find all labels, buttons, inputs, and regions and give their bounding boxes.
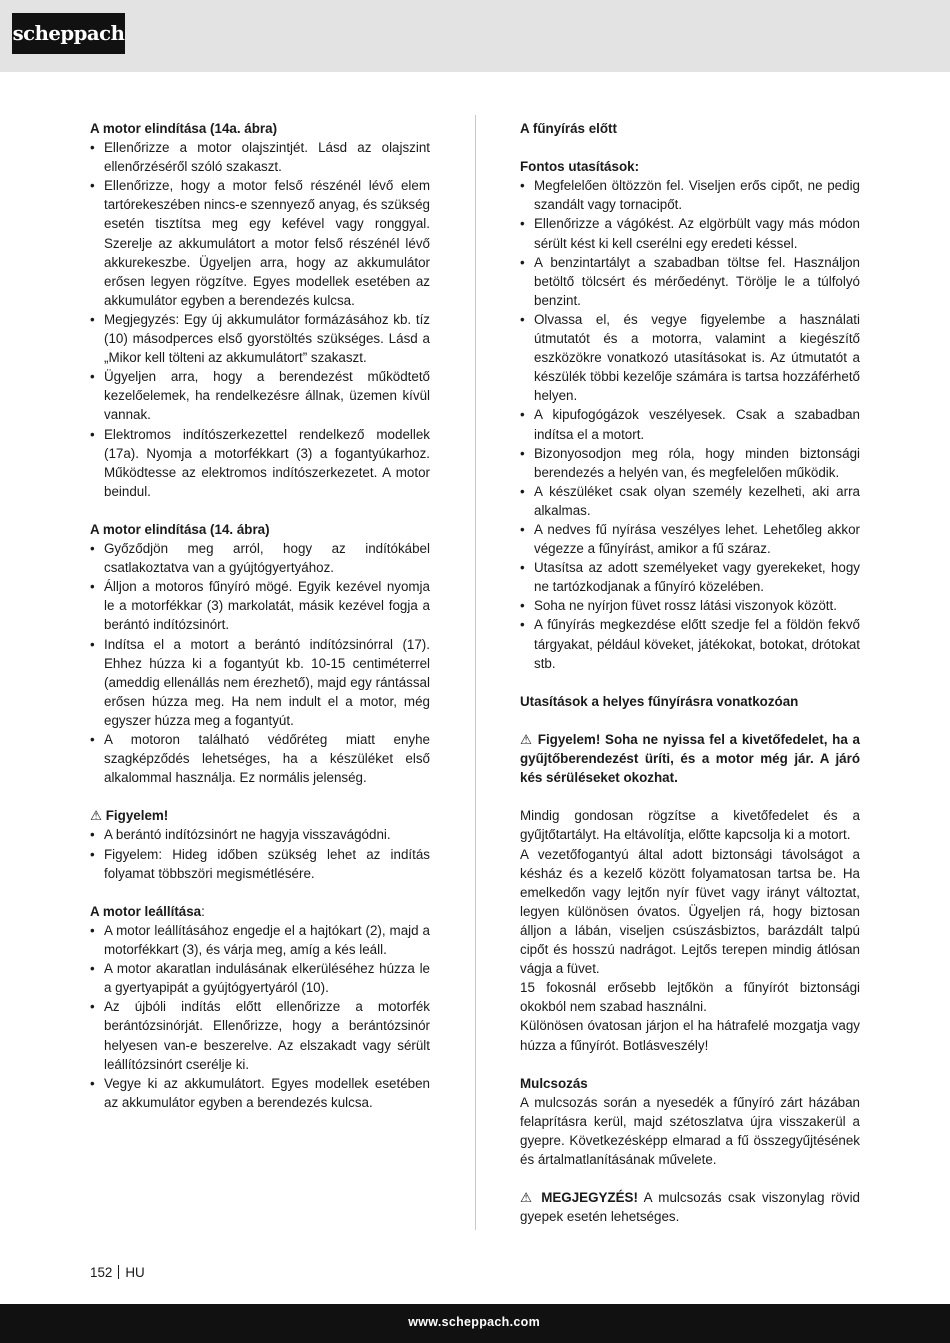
warning-paragraph: ⚠ Figyelem! Soha ne nyissa fel a kivetőfedelet, ha a gyűjtőberendezést üríti, és a motor még jár. A járó kés sérüléseket okozhat. (520, 732, 860, 786)
bullet-list (90, 825, 430, 882)
heading-colon: : (201, 903, 205, 919)
list-item: • A motor leállításához engedje el a hajtókart (2), majd a motorfékkart (3), és várja meg, amíg a kés leáll. (90, 921, 430, 959)
section-heading: Utasítások a helyes fűnyírásra vonatkozóan (520, 693, 799, 709)
page-header (0, 0, 950, 72)
list-item: • A nedves fű nyírása veszélyes lehet. Lehetőleg akkor végezze a fűnyírást, amikor a fű száraz. (520, 520, 860, 558)
paragraph: Különösen óvatosan járjon el ha hátrafelé mozgatja vagy húzza a fűnyírót. Botlásveszély! (520, 1018, 860, 1053)
list-item: • Bizonyosodjon meg róla, hogy minden biztonsági berendezés a helyén van, és megfelelően működik. (520, 444, 860, 482)
bullet-list (90, 921, 430, 1112)
paragraph: 15 fokosnál erősebb lejtőkön a fűnyírót biztonsági okokból nem szabad használni. (520, 980, 860, 1015)
warning-icon: ⚠ (90, 808, 103, 824)
right-column (520, 119, 860, 1226)
list-item: • Ellenőrizze a vágókést. Az elgörbült vagy más módon sérült kést ki kell cserélni egy eredeti késsel. (520, 214, 860, 252)
list-item: • Utasítsa az adott személyeket vagy gyerekeket, hogy ne tartózkodjanak a fűnyíró közelében. (520, 558, 860, 596)
bullet-list (90, 539, 430, 787)
note-label: ⚠ MEGJEGYZÉS! (520, 1190, 638, 1206)
list-item: • Megjegyzés: Egy új akkumulátor formázásához kb. tíz (10) másodperces első gyorstöltés szükséges. Lásd a „Mikor kell tölteni az akkumulátort” szakaszt. (90, 310, 430, 367)
section-heading: Mulcsozás (520, 1075, 588, 1091)
list-item: • Elektromos indítószerkezettel rendelkező modellek (17a). Nyomja a motorfékkart (3) a fogantyúkarhoz. Működtesse az elektromos indítószerkezetet. A motor beindul. (90, 425, 430, 501)
list-item: • A berántó indítózsinórt ne hagyja visszavágódni. (90, 825, 430, 844)
list-item: • Indítsa el a motort a berántó indítózsinórral (17). Ehhez húzza ki a fogantyút kb. 10-15 centiméterrel (ameddig ellenállás nem érezhető), majd egy rántással erősen húzza meg. Ha nem indult el a motor, még egyszer húzza meg a fogantyút. (90, 635, 430, 730)
footer-website-link[interactable]: www.scheppach.com (408, 1315, 540, 1329)
list-item: • A készüléket csak olyan személy kezelheti, aki arra alkalmas. (520, 482, 860, 520)
list-item: • Álljon a motoros fűnyíró mögé. Egyik kezével nyomja le a motorfékkar (3) markolatát, másik kezével fogja a berántó indítózsinórt. (90, 577, 430, 634)
section-heading: A fűnyírás előtt (520, 121, 617, 136)
paragraph: A vezetőfogantyú által adott biztonsági távolságot a késház és a kezelő között folyamatosan tartsa be. Ha emelkedőn vagy lejtőn nyír füvet vagy irányt változtat, legyen különösen óvatos. Ügyeljen rá, hogy biztosan álljon a lábán, viseljen csúszásbiztos, barázdált talpú cipőt és hosszú nadrágot. Lejtős terepen mindig átlósan vágja a füvet. (520, 846, 860, 977)
list-item: • Soha ne nyírjon füvet rossz látási viszonyok között. (520, 596, 860, 615)
paragraph: Mindig gondosan rögzítse a kivetőfedelet és a gyűjtőtartályt. Ha eltávolítja, előtte kapcsolja ki a motort. (520, 808, 860, 843)
list-item: • Figyelem: Hideg időben szükség lehet az indítás folyamat többszöri megismétlésére. (90, 845, 430, 883)
list-item: • Ügyeljen arra, hogy a berendezést működtető kezelőelemek, ha rendelkezésre állnak, üzemen kívül vannak. (90, 367, 430, 424)
section-heading (90, 902, 430, 921)
list-item: • Megfelelően öltözzön fel. Viseljen erős cipőt, ne pedig szandált vagy tornacipőt. (520, 176, 860, 214)
list-item: • Ellenőrizze, hogy a motor felső részénél lévő elem tartórekeszében nincs-e szennyező anyag, és szükség esetén tisztítsa meg egy kefével vagy ronggyal. Szerelje az akkumulátort a motor felső részénél lévő akkurekeszbe. Ügyeljen arra, hogy az akkumulátor erősen legyen rögzítve. Egyes modellek esetében az akkumulátor egyben a berendezés kulcsa. (90, 176, 430, 310)
list-item: • A motor akaratlan indulásának elkerüléséhez húzza le a gyertyapipát a gyújtógyertyáról (10). (90, 959, 430, 997)
list-item: • Győződjön meg arról, hogy az indítókábel csatlakoztatva van a gyújtógyertyához. (90, 539, 430, 577)
page-footer (0, 1304, 950, 1343)
note-text: A mulcsozás csak viszonylag rövid gyepek esetén lehetséges. (520, 1190, 860, 1225)
section-heading: A motor elindítása (14. ábra) (90, 521, 270, 537)
bullet-list (520, 176, 860, 672)
section-heading: A motor elindítása (14a. ábra) (90, 121, 278, 136)
list-item: • A kipufogógázok veszélyesek. Csak a szabadban indítsa el a motort. (520, 405, 860, 443)
warning-heading-text: Figyelem! (105, 808, 169, 824)
paragraph: A mulcsozás során a nyesedék a fűnyíró zárt házában felaprításra kerül, majd szétoszlatva újra visszakerül a gyepre. Következésképp elmarad a fű összegyűjtésének és ártalmatlanításának művelete. (520, 1094, 860, 1168)
section-heading: Fontos utasítások: (520, 159, 640, 175)
page-number-value: 152 (90, 1265, 113, 1280)
column-divider (475, 115, 476, 1230)
warning-heading (90, 806, 430, 825)
brand-logo: scheppach (12, 13, 125, 54)
list-item: • Az újbóli indítás előtt ellenőrizze a motorfék berántózsinórját. Ellenőrizze, hogy a berántózsinór helyesen van-e beszerelve. Az elszakadt vagy sérült leállítózsinórt cserélje ki. (90, 997, 430, 1073)
page-number (90, 1265, 145, 1280)
bullet-list (90, 138, 430, 501)
list-item: • A benzintartályt a szabadban töltse fel. Használjon betöltő tölcsért és mérőedényt. Törölje le a túlfolyó benzint. (520, 253, 860, 310)
page-number-separator (118, 1265, 119, 1279)
note-paragraph (520, 1188, 860, 1226)
list-item: • Olvassa el, és vegye figyelembe a használati útmutatót és a motorra, valamint a kiegészítő eszközökre vonatkozó utasításokat is. Az útmutatót a készülék többi kezelője számára is tartsa hozzáférhető helyen. (520, 310, 860, 405)
left-column (90, 119, 430, 1112)
page-language: HU (125, 1265, 145, 1280)
list-item: • A motoron található védőréteg miatt enyhe szagképződés lehetséges, ha a készüléket első alkalommal használja. Ez normális jelenség. (90, 730, 430, 787)
list-item: • Vegye ki az akkumulátort. Egyes modellek esetében az akkumulátor egyben a berendezés kulcsa. (90, 1074, 430, 1112)
list-item: • Ellenőrizze a motor olajszintjét. Lásd az olajszint ellenőrzéséről szóló szakaszt. (90, 138, 430, 176)
list-item: • A fűnyírás megkezdése előtt szedje fel a földön fekvő tárgyakat, például köveket, játékokat, botokat, drótokat stb. (520, 615, 860, 672)
section-heading-text: A motor leállítása (90, 903, 202, 919)
